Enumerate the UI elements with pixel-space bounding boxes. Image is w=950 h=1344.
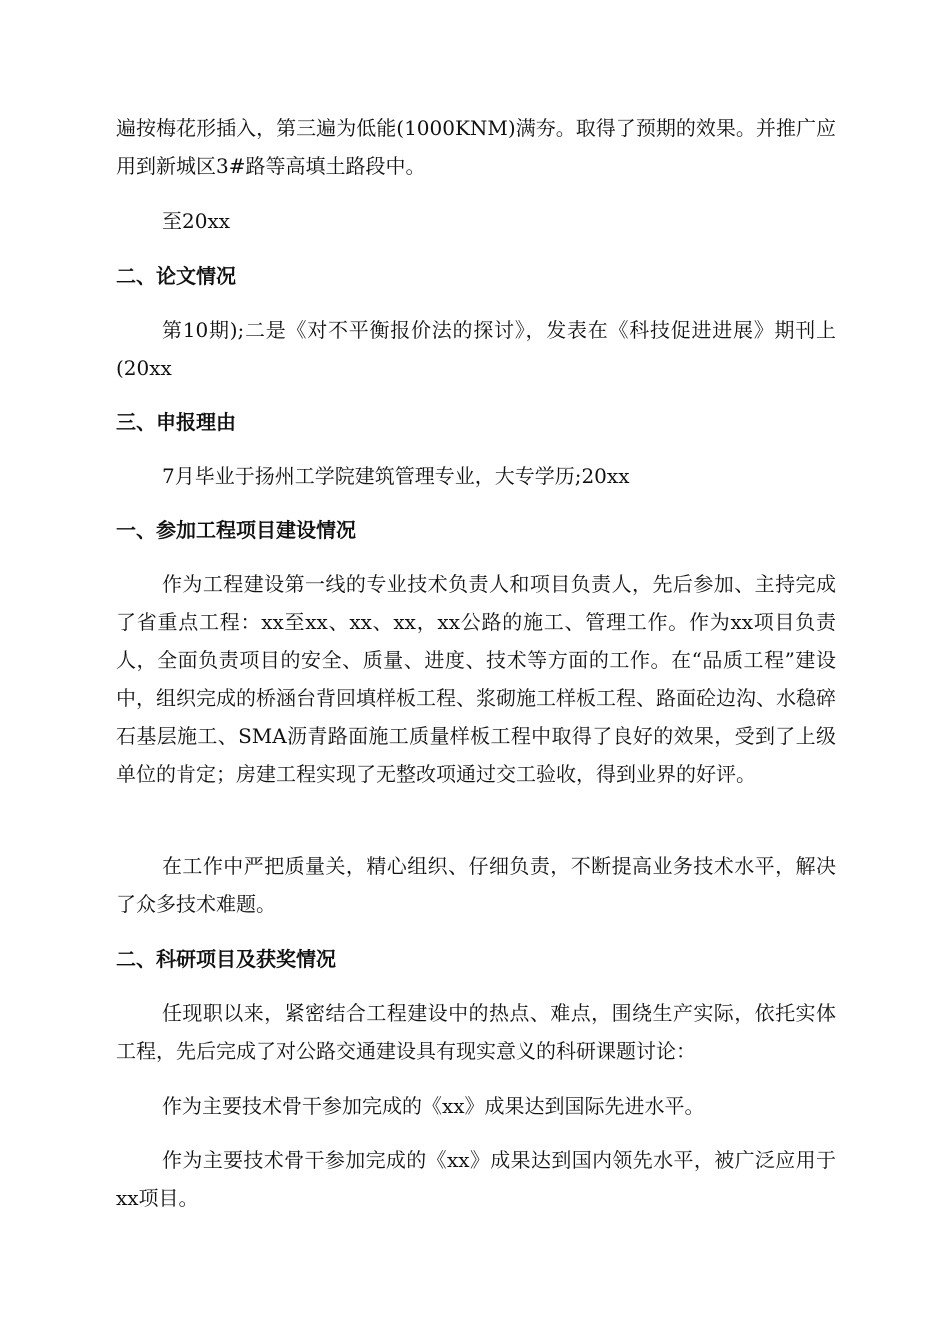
section-heading-reasons: 三、申报理由 [116, 410, 236, 434]
paragraph-achievement-international: 作为主要技术骨干参加完成的《xx》成果达到国际先进水平。 [162, 1094, 705, 1118]
section-heading-projects: 一、参加工程项目建设情况 [116, 518, 356, 542]
paragraph-achievement-domestic: 作为主要技术骨干参加完成的《xx》成果达到国内领先水平，被广泛应用于xx项目。 [116, 1148, 836, 1210]
paragraph-projects: 作为工程建设第一线的专业技术负责人和项目负责人，先后参加、主持完成了省重点工程：xx至xx、xx、xx，xx公路的施工、管理工作。作为xx项目负责人，全面负责项目的安全、质量、进度、技术等方面的工作。在“品质工程”建设中，组织完成的桥涵台背回填样板工程、浆砌施工样板工程、路面砼边沟、水稳碎石基层施工、SMA沥青路面施工质量样板工程中取得了良好的效果，受到了上级单位的肯定；房建工程实现了无整改项通过交工验收，得到业界的好评。 [116, 572, 836, 786]
section-heading-papers: 二、论文情况 [116, 264, 236, 288]
paragraph-education: 7月毕业于扬州工学院建筑管理专业，大专学历;20xx [162, 464, 630, 488]
paragraph-quality: 在工作中严把质量关，精心组织、仔细负责，不断提高业务技术水平，解决了众多技术难题。 [116, 854, 836, 916]
paragraph-date-fragment: 至20xx [162, 209, 231, 233]
paragraph-papers: 第10期);二是《对不平衡报价法的探讨》，发表在《科技促进进展》期刊上(20xx [116, 318, 836, 380]
paragraph-research: 任现职以来，紧密结合工程建设中的热点、难点，围绕生产实际，依托实体工程，先后完成了对公路交通建设具有现实意义的科研课题讨论： [116, 1001, 836, 1063]
paragraph-continuation: 遍按梅花形插入，第三遍为低能(1000KNM)满夯。取得了预期的效果。并推广应用到新城区3#路等高填土路段中。 [116, 116, 836, 178]
section-heading-research: 二、科研项目及获奖情况 [116, 947, 336, 971]
